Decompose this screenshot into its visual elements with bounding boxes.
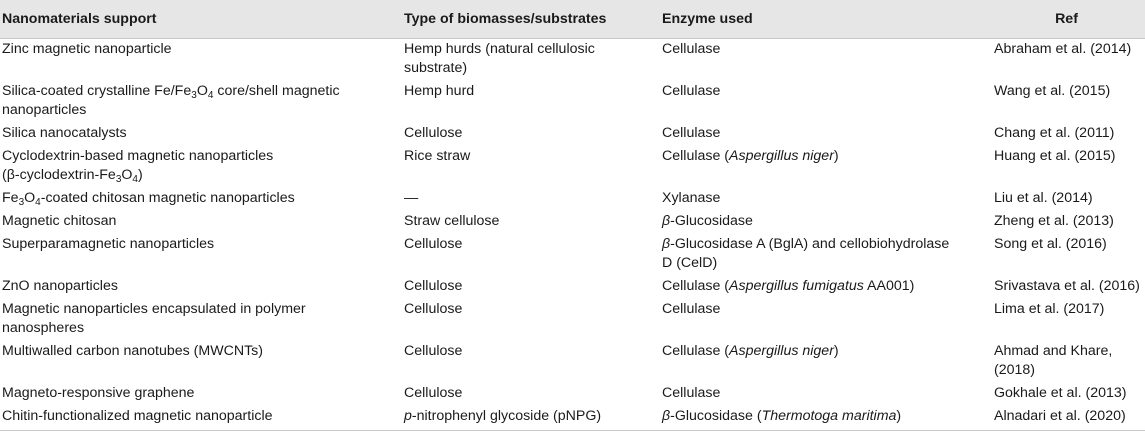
enzyme-text: Cellulase xyxy=(662,41,721,57)
enzyme-text: -Glucosidase xyxy=(670,213,753,229)
subscript: 3 xyxy=(115,174,122,185)
support-cell xyxy=(0,123,402,146)
support-text: core/shell magnetic xyxy=(213,83,340,99)
table-row xyxy=(0,234,1145,276)
support-text: Magnetic nanoparticles encapsulated in polymer xyxy=(2,301,306,317)
subscript: 4 xyxy=(207,90,214,101)
ref-text: Ahmad and Khare, xyxy=(994,343,1113,359)
support-text: -coated chitosan magnetic nanoparticles xyxy=(40,190,295,206)
support-cell xyxy=(0,81,402,123)
ref-text: Abraham et al. (2014) xyxy=(994,41,1132,57)
table-row xyxy=(0,123,1145,146)
enzyme-beta: β xyxy=(662,236,671,252)
enzyme-text: AA001) xyxy=(863,278,915,294)
substrate-cell xyxy=(402,81,660,123)
table-row xyxy=(0,299,1145,341)
subscript: 4 xyxy=(132,174,138,185)
header-support: Nanomaterials support xyxy=(0,0,402,39)
enzyme-cell xyxy=(660,299,986,341)
support-cell xyxy=(0,276,402,299)
ref-text: Alnadari et al. (2020) xyxy=(994,408,1126,424)
support-cell xyxy=(0,234,402,276)
ref-text: Wang et al. (2015) xyxy=(994,83,1111,99)
ref-text: Gokhale et al. (2013) xyxy=(994,385,1127,401)
substrate-cell xyxy=(402,299,660,341)
table-header xyxy=(0,0,1145,39)
substrate-text: Cellulose xyxy=(404,278,463,294)
ref-text: Zheng et al. (2013) xyxy=(994,213,1114,229)
enzyme-cell xyxy=(660,81,986,123)
ref-text: Srivastava et al. (2016) xyxy=(994,278,1140,294)
table-row xyxy=(0,39,1145,82)
enzyme-cell xyxy=(660,341,986,383)
ref-cell xyxy=(986,406,1145,431)
enzyme-cell xyxy=(660,123,986,146)
enzyme-text: -Glucosidase A (BglA) and cellobiohydrolase xyxy=(670,236,950,252)
support-cell xyxy=(0,146,402,188)
enzyme-text: ) xyxy=(896,408,902,424)
support-text: nanoparticles xyxy=(2,102,87,118)
support-text: Cyclodextrin-based magnetic nanoparticles xyxy=(2,148,274,164)
table-row xyxy=(0,188,1145,211)
ref-cell xyxy=(986,123,1145,146)
substrate-text: Rice straw xyxy=(404,148,471,164)
substrate-cell xyxy=(402,383,660,406)
ref-text: Chang et al. (2011) xyxy=(994,125,1115,141)
enzyme-organism: Aspergillus niger xyxy=(729,343,834,359)
enzyme-text: Cellulase xyxy=(662,125,721,141)
support-text: Magnetic chitosan xyxy=(2,213,117,229)
enzyme-cell xyxy=(660,211,986,234)
support-text: O xyxy=(196,83,208,99)
support-text: nanospheres xyxy=(2,320,85,336)
enzyme-cell xyxy=(660,188,986,211)
substrate-italic: p xyxy=(404,408,412,424)
table-row xyxy=(0,383,1145,406)
enzyme-cell xyxy=(660,146,986,188)
support-text: Zinc magnetic nanoparticle xyxy=(2,41,172,57)
substrate-cell xyxy=(402,341,660,383)
ref-text: Song et al. (2016) xyxy=(994,236,1107,252)
substrate-cell xyxy=(402,39,660,82)
support-text: O xyxy=(121,167,133,183)
substrate-cell xyxy=(402,234,660,276)
enzyme-cell xyxy=(660,234,986,276)
support-cell xyxy=(0,211,402,234)
support-text: Multiwalled carbon nanotubes (MWCNTs) xyxy=(2,343,263,359)
enzyme-text: -Glucosidase ( xyxy=(670,408,762,424)
enzyme-organism: Aspergillus niger xyxy=(729,148,834,164)
support-text: Silica-coated crystalline Fe/Fe xyxy=(2,83,192,99)
table-row xyxy=(0,81,1145,123)
ref-cell xyxy=(986,234,1145,276)
header-ref: Ref xyxy=(986,0,1145,39)
header-row xyxy=(0,0,1145,39)
substrate-cell xyxy=(402,406,660,431)
enzyme-cell xyxy=(660,406,986,431)
enzyme-organism: Thermotoga maritima xyxy=(761,408,897,424)
subscript: 3 xyxy=(18,197,25,208)
support-cell xyxy=(0,406,402,431)
support-cell xyxy=(0,299,402,341)
substrate-cell xyxy=(402,123,660,146)
support-text: O xyxy=(24,190,36,206)
substrate-text: Hemp hurds (natural cellulosic xyxy=(404,41,595,57)
subscript: 3 xyxy=(191,90,197,101)
substrate-cell xyxy=(402,276,660,299)
support-cell xyxy=(0,188,402,211)
enzyme-beta: β xyxy=(662,408,671,424)
support-text: Chitin-functionalized magnetic nanoparticle xyxy=(2,408,273,424)
support-text: Magneto-responsive graphene xyxy=(2,385,195,401)
substrate-text: Hemp hurd xyxy=(404,83,475,99)
ref-cell xyxy=(986,146,1145,188)
header-enzyme: Enzyme used xyxy=(660,0,986,39)
table-row xyxy=(0,406,1145,431)
support-text: Silica nanocatalysts xyxy=(2,125,127,141)
enzyme-text: ) xyxy=(833,343,839,359)
enzyme-text: Cellulase ( xyxy=(662,343,730,359)
table-row xyxy=(0,276,1145,299)
ref-cell xyxy=(986,276,1145,299)
enzyme-text: Cellulase xyxy=(662,385,721,401)
enzyme-cell xyxy=(660,383,986,406)
ref-cell xyxy=(986,299,1145,341)
enzyme-text: Cellulase ( xyxy=(662,148,730,164)
ref-cell xyxy=(986,211,1145,234)
substrate-cell xyxy=(402,146,660,188)
ref-cell xyxy=(986,39,1145,82)
enzyme-beta: β xyxy=(662,213,671,229)
support-text: ZnO nanoparticles xyxy=(2,278,118,294)
ref-text: Liu et al. (2014) xyxy=(994,190,1093,206)
substrate-text: Cellulose xyxy=(404,301,463,317)
ref-text: Lima et al. (2017) xyxy=(994,301,1105,317)
substrate-cell xyxy=(402,188,660,211)
substrate-cell xyxy=(402,211,660,234)
substrate-text: substrate) xyxy=(404,60,468,76)
enzyme-cell xyxy=(660,39,986,82)
substrate-text: Cellulose xyxy=(404,385,463,401)
support-cell xyxy=(0,39,402,82)
support-cell xyxy=(0,341,402,383)
support-cell xyxy=(0,383,402,406)
enzyme-text: Xylanase xyxy=(662,190,721,206)
header-substrate: Type of biomasses/substrates xyxy=(402,0,660,39)
ref-cell xyxy=(986,341,1145,383)
ref-cell xyxy=(986,188,1145,211)
support-text: ) xyxy=(137,167,143,183)
substrate-text: — xyxy=(404,190,419,206)
ref-text: Huang et al. (2015) xyxy=(994,148,1116,164)
enzyme-organism: Aspergillus fumigatus xyxy=(729,278,864,294)
support-text: Fe xyxy=(2,190,19,206)
enzyme-text: Cellulase ( xyxy=(662,278,730,294)
substrate-text: Cellulose xyxy=(404,343,463,359)
enzyme-text: Cellulase xyxy=(662,301,721,317)
subscript: 4 xyxy=(35,197,41,208)
ref-cell xyxy=(986,81,1145,123)
table-row xyxy=(0,341,1145,383)
support-text: Superparamagnetic nanoparticles xyxy=(2,236,215,252)
enzyme-text: ) xyxy=(833,148,839,164)
enzyme-text: D (CelD) xyxy=(662,255,718,271)
substrate-text: Straw cellulose xyxy=(404,213,500,229)
substrate-text: Cellulose xyxy=(404,125,463,141)
substrate-text: -nitrophenyl glycoside (pNPG) xyxy=(411,408,602,424)
support-text: (β-cyclodextrin-Fe xyxy=(2,167,116,183)
table-row xyxy=(0,146,1145,188)
ref-cell xyxy=(986,383,1145,406)
table-row xyxy=(0,211,1145,234)
enzyme-text: Cellulase xyxy=(662,83,721,99)
substrate-text: Cellulose xyxy=(404,236,463,252)
enzyme-cell xyxy=(660,276,986,299)
table-body xyxy=(0,39,1145,431)
ref-text: (2018) xyxy=(994,362,1036,378)
